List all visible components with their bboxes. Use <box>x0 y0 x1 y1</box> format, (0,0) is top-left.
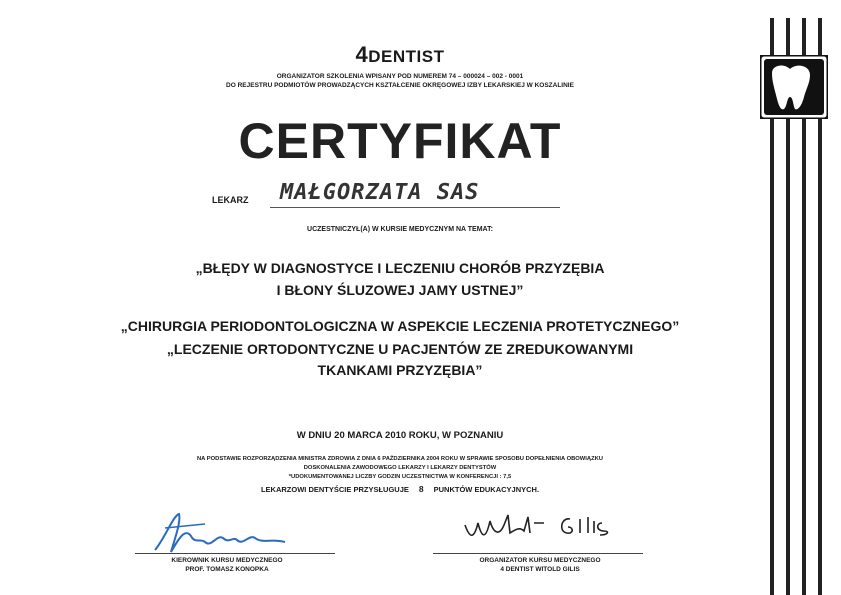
signature-left <box>145 508 295 558</box>
name-underline <box>270 207 560 208</box>
regulation-line-3: *UDOKUMENTOWANEJ LICZBY GODZIN UCZESTNICTWA W KONFERENCJI : 7,5 <box>288 474 512 480</box>
left-signatory-role: KIEROWNIK KURSU MEDYCZNEGO <box>171 557 283 564</box>
points-suffix: PUNKTÓW EDUKACYJNYCH. <box>433 485 540 494</box>
organizer-line-1: ORGANIZATOR SZKOLENIA WPISANY POD NUMEREM 74 – 000024 – 002 - 0001 <box>276 73 524 80</box>
recipient-label: LEKARZ <box>212 195 249 205</box>
signature-line-left <box>135 553 335 554</box>
date-location: W DNIU 20 MARCA 2010 ROKU, W POZNANIU <box>296 430 504 441</box>
topic-2-line-2: „LECZENIE ORTODONTYCZNE U PACJENTÓW ZE ZREDUKOWANYMI <box>166 341 634 357</box>
topic-1-line-1: „BŁĘDY W DIAGNOSTYCE I LECZENIU CHORÓB PRZYZĘBIA <box>195 260 605 276</box>
brand-number: 4 <box>355 42 369 67</box>
topic-1-line-2: I BŁONY ŚLUZOWEJ JAMY USTNEJ” <box>276 282 524 298</box>
organizer-line-2: DO REJESTRU PODMIOTÓW PROWADZĄCYCH KSZTAŁCENIE OKRĘGOWEJ IZBY LEKARSKIEJ W KOSZALINIE <box>226 82 574 89</box>
right-signatory-name: 4 DENTIST WITOLD GILIS <box>500 566 580 573</box>
brand-name <box>300 42 500 68</box>
signature-line-right <box>433 553 643 554</box>
points-prefix: LEKARZOWI DENTYŚCIE PRZYSŁUGUJE <box>260 485 409 494</box>
certificate-title: CERTYFIKAT <box>238 113 562 169</box>
right-signatory-role: ORGANIZATOR KURSU MEDYCZNEGO <box>479 557 601 564</box>
left-signatory-name: PROF. TOMASZ KONOPKA <box>185 566 269 573</box>
regulation-line-2: DOSKONALENIA ZAWODOWEGO LEKARZY I LEKARZY DENTYSTÓW <box>303 465 497 471</box>
topic-2-line-1: „CHIRURGIA PERIODONTOLOGICZNA W ASPEKCIE LECZENIA PROTETYCZNEGO” <box>120 318 680 334</box>
signature-right <box>460 505 630 545</box>
points-statement <box>170 484 630 494</box>
points-value: 8 <box>418 484 424 494</box>
brand-text: DENTIST <box>368 47 445 66</box>
topic-2-line-3: TKANKAMI PRZYZĘBIA” <box>317 362 483 378</box>
tooth-logo-icon <box>760 55 828 119</box>
recipient-name: MAŁGORZATA SAS <box>280 180 480 205</box>
attended-text: UCZESTNICZYŁ(A) W KURSIE MEDYCZNYM NA TEMAT: <box>307 226 493 233</box>
regulation-line-1: NA PODSTAWIE ROZPORZĄDZENIA MINISTRA ZDROWIA Z DNIA 6 PAŹDZIERNIKA 2004 ROKU W SPRAWIE SPOSOBU DOPEŁNIENIA OBOWIĄZKU <box>196 456 603 462</box>
